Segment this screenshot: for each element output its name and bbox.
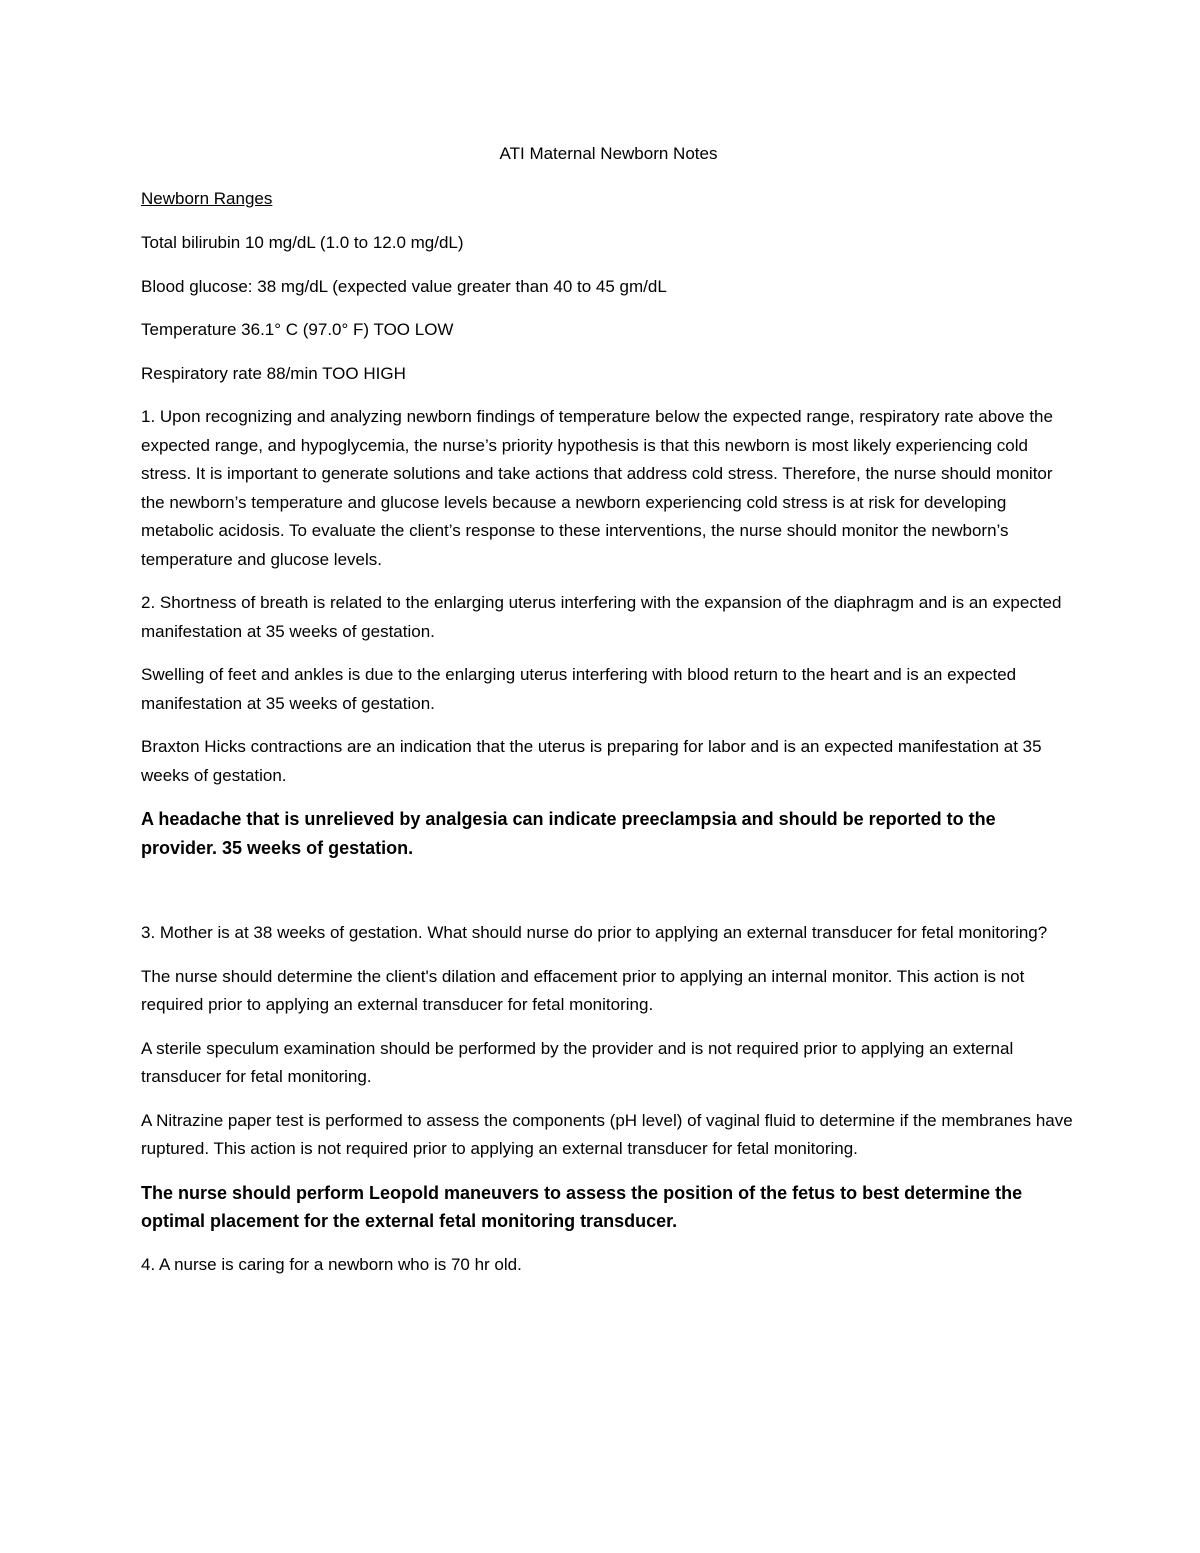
question-2-swelling-paragraph: Swelling of feet and ankles is due to the enlarging uterus interfering with blood return to the heart and is an expected manifestation at 35 weeks of gestation. xyxy=(141,665,1017,713)
question-3-answer: The nurse should perform Leopold maneuvers to assess the position of the fetus to best determine the optimal placement for the external fetal monitoring transducer. xyxy=(141,1182,1023,1231)
question-3-dilation-paragraph: The nurse should determine the client's dilation and effacement prior to applying an internal monitor. This action is not required prior to applying an external transducer for fetal monitoring. xyxy=(141,966,1025,1014)
question-3-nitrazine-paragraph: A Nitrazine paper test is performed to assess the components (pH level) of vaginal fluid to determine if the membranes have ruptured. This action is not required prior to applying an external transducer for fetal monitoring. xyxy=(141,1110,1073,1158)
range-respiratory-rate: Respiratory rate 88/min TOO HIGH xyxy=(141,363,406,383)
document-title: ATI Maternal Newborn Notes xyxy=(499,144,718,163)
question-1-paragraph: 1. Upon recognizing and analyzing newborn findings of temperature below the expected range, respiratory rate above the expected range, and hypoglycemia, the nurse’s priority hypothesis is that this newborn is most likely experiencing cold stress. It is important to generate solutions and take actions that address cold stress. Therefore, the nurse should monitor the newborn’s temperature and glucose levels because a newborn experiencing cold stress is at risk for developing metabolic acidosis. To evaluate the client’s response to these interventions, the nurse should monitor the newborn’s temperature and glucose levels. xyxy=(141,407,1053,569)
question-2-braxton-paragraph: Braxton Hicks contractions are an indication that the uterus is preparing for labor and is an expected manifestation at 35 weeks of gestation. xyxy=(141,737,1042,785)
section-heading-newborn-ranges: Newborn Ranges xyxy=(141,188,273,208)
document-body xyxy=(141,140,1076,1294)
question-4-paragraph: 4. A nurse is caring for a newborn who is 70 hr old. xyxy=(141,1254,522,1274)
range-blood-glucose: Blood glucose: 38 mg/dL (expected value greater than 40 to 45 gm/dL xyxy=(141,276,667,296)
range-temperature: Temperature 36.1° C (97.0° F) TOO LOW xyxy=(141,320,454,339)
range-bilirubin: Total bilirubin 10 mg/dL (1.0 to 12.0 mg/dL) xyxy=(141,233,464,252)
question-2-answer: A headache that is unrelieved by analgesia can indicate preeclampsia and should be reported to the provider. 35 weeks of gestation. xyxy=(141,809,996,858)
question-3-paragraph: 3. Mother is at 38 weeks of gestation. What should nurse do prior to applying an external transducer for fetal monitoring? xyxy=(141,923,1048,942)
question-3-speculum-paragraph: A sterile speculum examination should be performed by the provider and is not required prior to applying an external transducer for fetal monitoring. xyxy=(141,1038,1014,1086)
blank-line xyxy=(141,877,1076,919)
question-2-paragraph: 2. Shortness of breath is related to the enlarging uterus interfering with the expansion of the diaphragm and is an expected manifestation at 35 weeks of gestation. xyxy=(141,593,1062,641)
